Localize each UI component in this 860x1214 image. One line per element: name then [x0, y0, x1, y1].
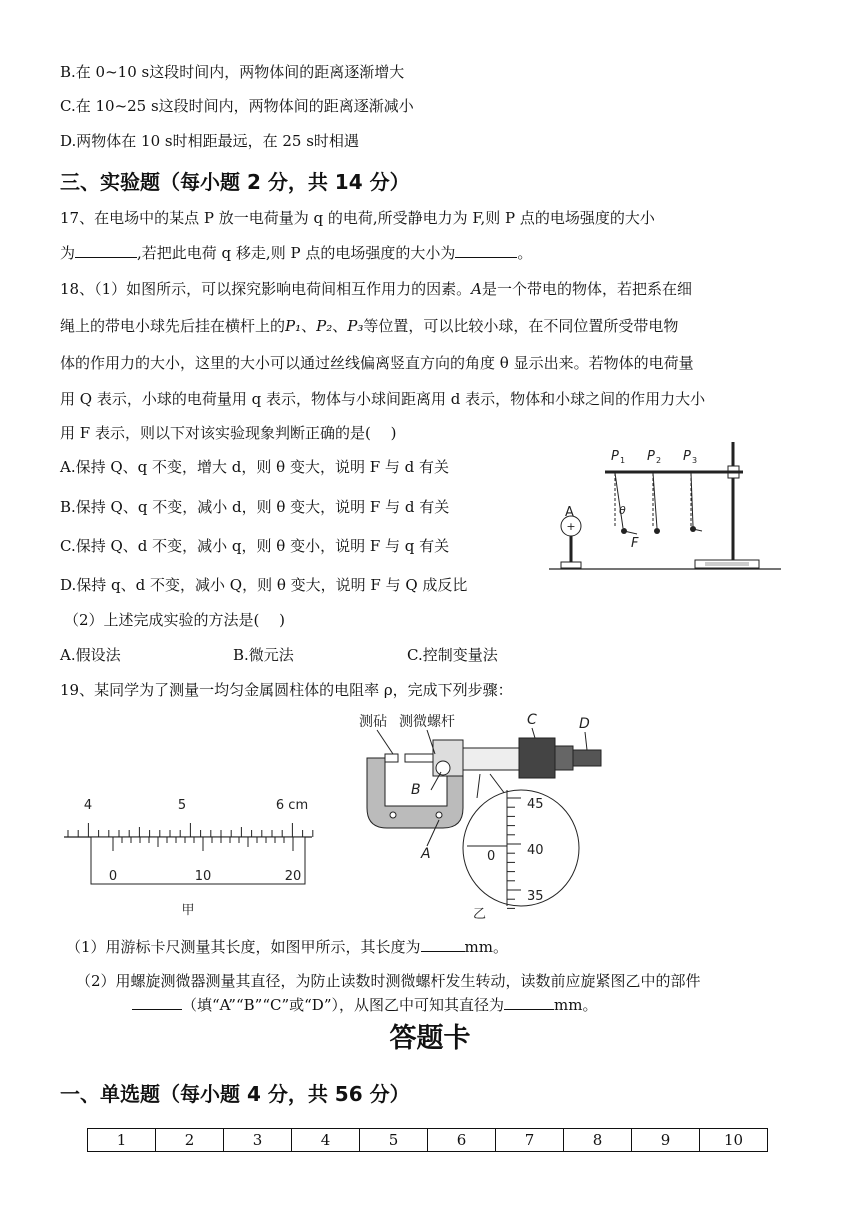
scale-45: 45	[527, 797, 544, 812]
caliper-caption: 甲	[181, 903, 195, 917]
q19-blank-part	[132, 995, 182, 1010]
answer-cell: 10	[700, 1129, 768, 1152]
answer-table	[87, 1128, 768, 1152]
vernier-label-10: 10	[194, 869, 212, 884]
label-a: A	[421, 846, 431, 862]
q19-sub2: （2）用螺旋测微器测量其直径，为防止读数时测微螺杆发生转动，读数前应旋紧图乙中的部件	[76, 972, 701, 990]
figure-label-f: F	[631, 536, 639, 551]
answer-cell: 7	[496, 1129, 564, 1152]
section-1-heading: 一、单选题（每小题 4 分，共 56 分）	[60, 1082, 410, 1106]
q18-sub2-option-c: C.控制变量法	[407, 646, 498, 664]
coulomb-apparatus-figure	[545, 440, 785, 575]
q18-option-c: C.保持 Q、d 不变，减小 q，则 θ 变小，说明 F 与 q 有关	[60, 537, 450, 555]
main-scale-ticks	[68, 823, 313, 837]
q19-sub1-unit: mm。	[464, 938, 508, 956]
q18-text-2a: 绳上的带电小球先后挂在横杆上的	[60, 317, 286, 335]
option-16-d: D.两物体在 10 s时相距最远，在 25 s时相遇	[60, 132, 359, 150]
q18-line4: 用 Q 表示，小球的电荷量用 q 表示，物体与小球间距离用 d 表示，物体和小球之间的作用力大小	[60, 390, 706, 408]
q18-sub2: （2）上述完成实验的方法是( )	[64, 611, 286, 629]
q18-p3: P₃	[347, 317, 364, 335]
main-label-4: 4	[83, 798, 93, 813]
label-d: D	[579, 716, 590, 732]
q18-option-a: A.保持 Q、q 不变，增大 d，则 θ 变大，说明 F 与 d 有关	[60, 458, 450, 476]
q17-text-b: ,若把此电荷 q 移走,则 P 点的电场强度的大小为	[137, 244, 456, 262]
q18-sub2-option-a: A.假设法	[60, 646, 121, 664]
q19-sub2-text: （填“A”“B”“C”或“D”），从图乙中可知其直径为	[182, 996, 505, 1014]
q18-text-1b: 是一个带电的物体，若把系在细	[481, 280, 692, 298]
q17-blank-2	[455, 243, 517, 258]
scale-zero: 0	[487, 849, 496, 864]
label-b: B	[411, 782, 421, 798]
q18-sub2-option-b: B.微元法	[233, 646, 294, 664]
answer-table-header-row	[88, 1129, 768, 1152]
answer-card-title: 答题卡	[389, 1023, 471, 1054]
answer-cell: 1	[88, 1129, 156, 1152]
q19-sub1	[66, 937, 508, 957]
q17-text-a: 为	[60, 244, 76, 262]
figure-label-p3: P	[683, 449, 691, 464]
figure-sub-1: 1	[620, 456, 626, 465]
svg-text:θ: θ	[619, 504, 626, 517]
label-c: C	[527, 712, 537, 728]
answer-cell: 5	[360, 1129, 428, 1152]
section-3-heading: 三、实验题（每小题 2 分，共 14 分）	[60, 170, 410, 194]
option-16-b: B.在 0~10 s这段时间内，两物体间的距离逐渐增大	[60, 63, 405, 81]
answer-cell: 3	[224, 1129, 292, 1152]
vernier-caliper-figure	[60, 792, 320, 917]
q19-sub2-line2	[132, 995, 597, 1015]
q18-text-2b: 等位置，可以比较小球，在不同位置所受带电物	[363, 317, 679, 335]
figure-label-a: A	[565, 505, 574, 520]
q18-text-1a: 18、（1）如图所示，可以探究影响电荷间相互作用力的因素。	[60, 280, 472, 298]
q18-option-b: B.保持 Q、q 不变，减小 d，则 θ 变大，说明 F 与 d 有关	[60, 498, 450, 516]
answer-cell: 9	[632, 1129, 700, 1152]
scale-40: 40	[527, 843, 544, 858]
q19-sub1-text: （1）用游标卡尺测量其长度，如图甲所示，其长度为	[66, 938, 421, 956]
option-16-c: C.在 10~25 s这段时间内，两物体间的距离逐渐减小	[60, 97, 414, 115]
q18-p1: P₁	[285, 317, 302, 335]
answer-cell: 6	[428, 1129, 496, 1152]
figure-sub-3: 3	[692, 456, 698, 465]
q18-line3: 体的作用力的大小，这里的大小可以通过丝线偏离竖直方向的角度 θ 显示出来。若物体的电荷量	[60, 354, 694, 372]
q19-line1: 19、某同学为了测量一均匀金属圆柱体的电阻率 ρ，完成下列步骤：	[60, 681, 513, 699]
q18-option-d: D.保持 q、d 不变，减小 Q，则 θ 变大，说明 F 与 Q 成反比	[60, 576, 468, 594]
q18-line2: 绳上的带电小球先后挂在横杆上的P₁、P₂、P₃等位置，可以比较小球，在不同位置所受带电物	[60, 317, 679, 335]
q18-text-A: A	[471, 280, 482, 298]
main-label-5: 5	[177, 798, 187, 813]
label-spindle: 测微螺杆	[399, 714, 455, 730]
q17-line1: 17、在电场中的某点 P 放一电荷量为 q 的电荷,所受静电力为 F,则 P 点的电场强度的大小	[60, 209, 655, 227]
answer-cell: 4	[292, 1129, 360, 1152]
vernier-label-0: 0	[108, 869, 118, 884]
q17-text-c: 。	[517, 244, 533, 262]
micrometer-figure	[355, 708, 620, 923]
label-anvil: 测砧	[359, 714, 387, 730]
q18-p2: P₂	[316, 317, 333, 335]
scale-35: 35	[527, 889, 544, 904]
answer-cell: 2	[156, 1129, 224, 1152]
q19-blank-length	[421, 937, 465, 952]
q17-blank-1	[75, 243, 137, 258]
q19-blank-diameter	[504, 995, 554, 1010]
vernier-label-20: 20	[284, 869, 302, 884]
q18-line1	[60, 279, 692, 299]
q18-line5: 用 F 表示，则以下对该实验现象判断正确的是( )	[60, 424, 397, 442]
figure-label-p1: P	[611, 449, 619, 464]
figure-sub-2: 2	[656, 456, 662, 465]
q17-line2	[60, 243, 532, 263]
figure-label-p2: P	[647, 449, 655, 464]
micrometer-caption: 乙	[473, 907, 487, 922]
svg-text:+: +	[566, 520, 576, 533]
answer-cell: 8	[564, 1129, 632, 1152]
q19-sub2-unit: mm。	[554, 996, 598, 1014]
main-label-6cm: 6 cm	[275, 798, 309, 813]
